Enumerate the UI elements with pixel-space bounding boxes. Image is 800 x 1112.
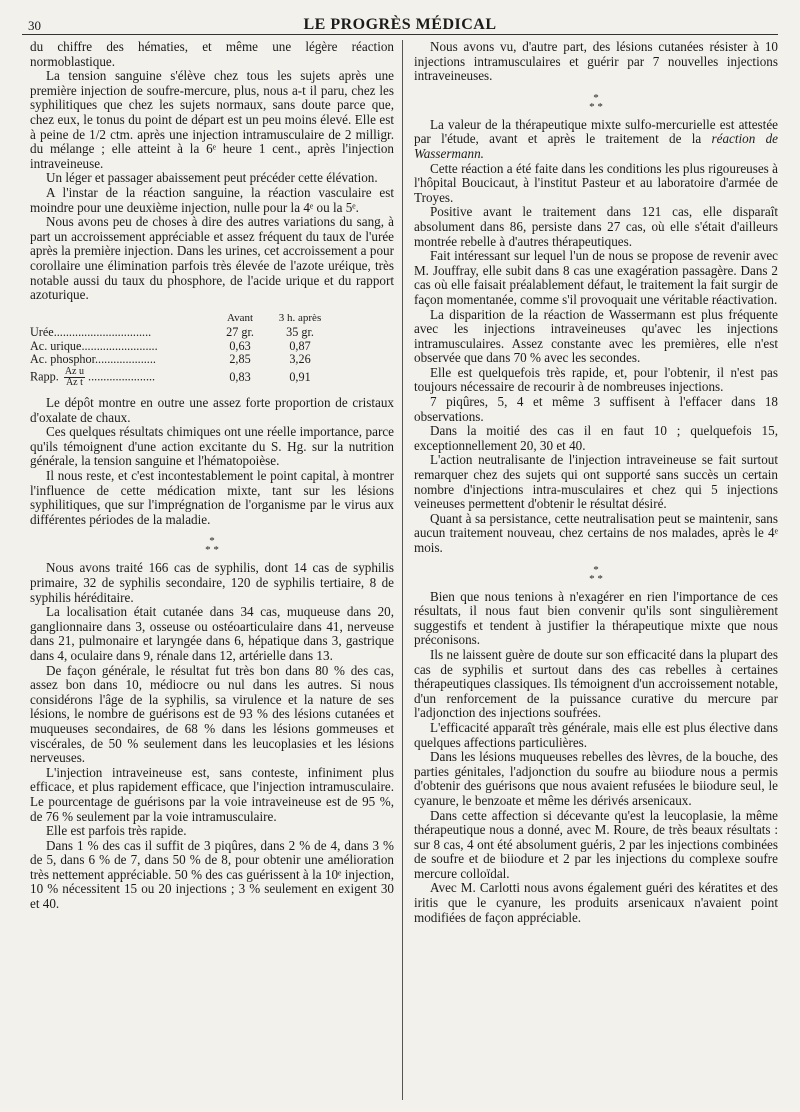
paragraph: Un léger et passager abaissement peut précéder cette élévation. xyxy=(46,170,378,186)
paragraph: Positive avant le traitement dans 121 cas, elle disparaît absolument dans 86, persiste dans 27 cas, où elle s'était d'ailleurs montrée rebelle à d'autres thérapeutiques. xyxy=(414,204,778,249)
paragraph: Nous avons traité 166 cas de syphilis, dont 14 cas de syphilis primaire, 32 de syphilis secondaire, 120 de syphilis tertiaire, 8 de syphilis héréditaire. xyxy=(30,560,394,605)
paragraph: Il nous reste, et c'est incontestablement le point capital, à montrer l'influence de cette médication mixte, tant sur les lésions syphilitiques, que sur l'imprégnation de l'organisme par le virus aux différentes périodes de la maladie. xyxy=(30,468,394,527)
row-label: Rapp. xyxy=(30,369,59,384)
leader-dots: .................... xyxy=(95,352,156,367)
value-after: 0,91 xyxy=(289,369,311,384)
paragraph-text: La valeur de la thérapeutique mixte sulfo-mercurielle est attestée par l'étude, avant et après le traitement de la xyxy=(414,116,778,147)
separator-stars-bottom: * * xyxy=(589,100,603,113)
separator-stars-bottom: * * xyxy=(589,572,603,585)
value-after: 3,26 xyxy=(289,352,311,367)
page-number: 30 xyxy=(28,18,41,33)
column-header-before: Avant xyxy=(226,311,254,324)
table-row xyxy=(30,326,330,340)
paragraph: Dans cette affection si décevante qu'est la leucoplasie, la même thérapeutique nous a donné, avec M. Roure, de très beaux résultats : sur 8 cas, 4 ont été absolument guéris, 2 par les injections combinées de soufre et de biiodure et 2 par les injections du complexe soufre mercure colloïdal. xyxy=(414,807,778,881)
table-row xyxy=(30,353,330,367)
value-before: 27 gr. xyxy=(226,325,254,340)
separator-star-top: * xyxy=(209,535,215,548)
paragraph: Nous avons vu, d'autre part, des lésions cutanées résister à 10 injections intramusculaires et guérir par 7 nouvelles injections intraveineuses. xyxy=(414,40,778,84)
row-label: Urée xyxy=(30,325,54,340)
paragraph: Fait intéressant sur lequel l'un de nous se propose de revenir avec M. Jouffray, elle subit dans 8 cas une exagération passagère. Dans 2 cas où elle faisait préalablement défaut, le traitement la fait surgir de façon momentanée, comme s'il provoquait une véritable réactivation. xyxy=(414,248,778,307)
paragraph: Elle est parfois très rapide. xyxy=(46,823,187,839)
value-before: 0,83 xyxy=(229,369,251,384)
right-column xyxy=(414,40,778,1100)
fraction-denominator: Az t xyxy=(65,377,83,389)
value-after: 0,87 xyxy=(289,338,311,353)
leader-dots: ......................... xyxy=(81,338,158,353)
table-row xyxy=(30,367,330,388)
paragraph: L'injection intraveineuse est, sans conteste, infiniment plus efficace, et plus rapidement efficace, que l'injection intramusculaire. Le pourcentage de guérisons par la voie intraveineuse est de 95 %, de 76 % seulement par la voie intramusculaire. xyxy=(30,764,394,824)
paragraph: De façon générale, le résultat fut très bon dans 80 % des cas, assez bon dans 10, médiocre ou nul dans les autres. Si nous considérons l'âge de la syphilis, sa virulence et la nature de ses lésions, le nombre de guérisons est de 93 % des lésions cutanées et muqueuses secondaires, de 68 % dans les lésions gommeuses et viscérales, de 50 % seulement dans les leucoplasies et les lésions nerveuses. xyxy=(30,662,394,766)
fraction-numerator: Az u xyxy=(64,366,84,378)
value-before: 2,85 xyxy=(229,352,251,367)
row-label: Ac. urique xyxy=(30,338,82,353)
paragraph xyxy=(414,118,778,162)
paragraph: Elle est quelquefois très rapide, et, pour l'obtenir, il n'est pas toujours nécessaire de recourir à de nombreuses injections. xyxy=(414,364,778,395)
column-divider xyxy=(402,40,403,1100)
paragraph: L'action neutralisante de l'injection intraveineuse se fait surtout remarquer chez des sujets qui ont supporté sans succès un certain nombre d'injections intra-musculaires et chez qui 5 injections veineuses permettent d'obtenir le résultat désiré. xyxy=(414,452,778,512)
paragraph: La disparition de la réaction de Wassermann est plus fréquente avec les injections intraveineuses qu'avec les injections intramusculaires. Assez constante avec les premières, elle n'est observée que dans 70 % avec les secondes. xyxy=(414,306,778,366)
leader-dots: ................................ xyxy=(53,325,152,340)
paragraph: Bien que nous tenions à n'exagérer en rien l'importance de ces résultats, il nous faut bien convenir qu'ils sont singulièrement suggestifs et tendent à justifier la thérapeutique mixte que nous préconisons. xyxy=(414,588,778,648)
table-row xyxy=(30,340,330,354)
paragraph: Cette réaction a été faite dans les conditions les plus rigoureuses à l'hôpital Boucicaut, à l'institut Pasteur et au laboratoire d'armée de Troyes. xyxy=(414,160,778,205)
paragraph: Quant à sa persistance, cette neutralisation peut se maintenir, sans aucun traitement nouveau, chez certains de nos malades, après le 4ᵉ mois. xyxy=(414,510,778,555)
row-label: Ac. phosphor xyxy=(30,352,95,367)
separator-star-top: * xyxy=(593,91,599,104)
ratio-fraction xyxy=(64,367,85,388)
paragraph: La localisation était cutanée dans 34 cas, muqueuse dans 20, ganglionnaire dans 3, osseuse ou ostéoarticulaire dans 41, nerveuse dans 21, pulmonaire et laryngée dans 6, hépatique dans 3, gastrique dans 4, oculaire dans 9, rénale dans 12, artérielle dans 13. xyxy=(30,604,394,663)
column-header-after: 3 h. après xyxy=(278,311,322,324)
paragraph: La tension sanguine s'élève chez tous les sujets après une première injection de soufre-mercure, plus, nous a-t il paru, chez les syphilitiques que chez les sujets normaux, sans doute parce que, chez eux, le tonus du point de départ est un peu moins élevé. Elle est à peine de 1/2 ctm. après une injection intramusculaire de 2 milligr. du mélange ; elle atteint à la 6ᵉ heure 1 cent., après l'injection intraveineuse. xyxy=(30,68,394,171)
paragraph: Dans la moitié des cas il en faut 10 ; quelquefois 15, exceptionnellement 20, 30 et 40. xyxy=(414,423,778,453)
section-separator xyxy=(414,91,778,113)
page-header xyxy=(22,10,778,35)
leader-dots: ...................... xyxy=(88,369,156,384)
separator-star-top: * xyxy=(593,563,599,576)
section-separator xyxy=(30,537,394,555)
italic-term: réaction de Wassermann. xyxy=(414,131,778,161)
paragraph: Nous avons peu de choses à dire des autres variations du sang, à part un accroissement appréciable et assez fréquent du taux de l'urée après la première injection. Dans les urines, cet accroissement a pour corollaire une élimination parfois très élevée de l'azote uréique, très notable aussi du taux du phosphore, de l'acide urique et du rapport azoturique. xyxy=(30,214,394,303)
paragraph: 7 piqûres, 5, 4 et même 3 suffisent à l'effacer dans 18 observations. xyxy=(414,394,778,424)
paragraph: A l'instar de la réaction sanguine, la réaction vasculaire est moindre pour une deuxième injection, nulle pour la 4ᵉ ou la 5ᵉ. xyxy=(30,184,394,215)
urine-analysis-table xyxy=(30,311,330,388)
paragraph: Avec M. Carlotti nous avons également guéri des kératites et des iritis que le cyanure, les produits arsenicaux n'avaient point modifiées de façon appréciable. xyxy=(414,880,778,925)
value-before: 0,63 xyxy=(229,338,251,353)
separator-stars-bottom: * * xyxy=(205,544,219,557)
paragraph: L'efficacité apparaît très générale, mais elle est plus élective dans quelques affections particulières. xyxy=(414,719,778,750)
paragraph: Le dépôt montre en outre une assez forte proportion de cristaux d'oxalate de chaux. xyxy=(30,395,394,425)
paragraph: Dans les lésions muqueuses rebelles des lèvres, de la bouche, des parties génitales, l'adjonction du soufre au biiodure nous a permis d'obtenir des guérisons que nous avaient refusées le biiodure seul, le cyanure, le benzoate et même les dérivés arsenicaux. xyxy=(414,749,778,808)
section-separator xyxy=(414,563,778,585)
paragraph: Ces quelques résultats chimiques ont une réelle importance, parce qu'ils témoignent d'une action excitante du S. Hg. sur la nutrition générale, la tension sanguine et l'hématopoièse. xyxy=(30,424,394,469)
paragraph: Ils ne laissent guère de doute sur son efficacité dans la plupart des cas de syphilis et surtout dans des cas rebelles à certaines thérapeutiques classiques. Ils témoignent d'un accroissement notable, d'un renforcement de la puissance curative du mercure par l'adjonction des injections soufrées. xyxy=(414,646,778,721)
left-column xyxy=(30,40,394,1100)
journal-title: LE PROGRÈS MÉDICAL xyxy=(303,16,497,33)
value-after: 35 gr. xyxy=(286,325,314,340)
paragraph: Dans 1 % des cas il suffit de 3 piqûres, dans 2 % de 4, dans 3 % de 5, dans 6 % de 7, dans 50 % de 8, pour obtenir une amélioration très nettement appréciable. 50 % des cas guérissent à la 10ᵉ injection, 10 % nécessitent 15 ou 20 injections ; 3 % seulement en exigent 30 et 40. xyxy=(30,837,394,912)
paragraph: du chiffre des hématies, et même une légère réaction normoblastique. xyxy=(30,40,394,69)
